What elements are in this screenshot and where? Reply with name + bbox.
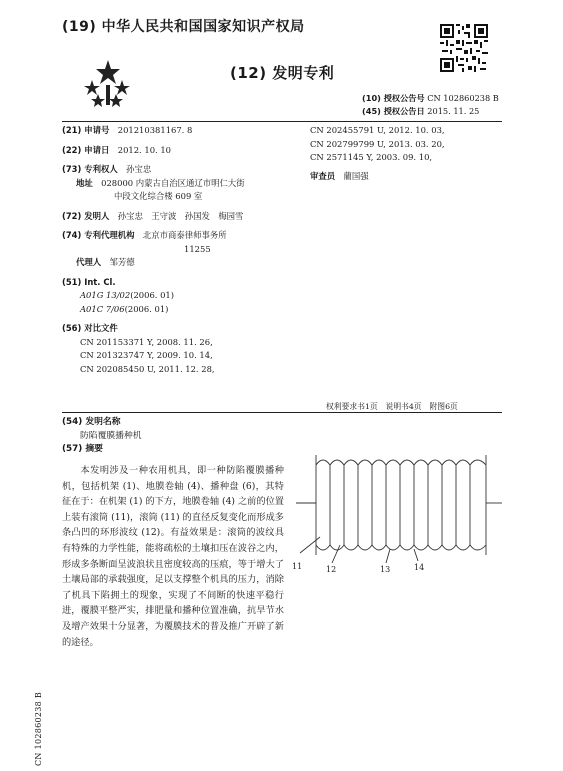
leader-line-12 [332, 545, 340, 563]
agency-row [62, 229, 302, 243]
examiner-row [310, 170, 505, 184]
grant-number-label: (10) 授权公告号 [362, 93, 425, 103]
biblio-right [310, 124, 505, 183]
application-date-row [62, 144, 302, 158]
address-line-1: 028000 内蒙古自治区通辽市明仁大街 [101, 177, 245, 188]
address-line-2: 中段文化综合楼 609 室 [114, 191, 203, 201]
intcl-item [62, 289, 302, 303]
title-label-text: (54) 发明名称 [62, 417, 121, 427]
leader-line-14 [414, 549, 418, 561]
figure-label: 11 [292, 562, 303, 571]
document-type: (12) 发明专利 [230, 64, 335, 82]
reference-item: CN 2571145 Y, 2003. 09. 10, [310, 152, 433, 162]
application-number-row [62, 124, 302, 138]
patentee-row [62, 163, 302, 177]
roller-top-waves [316, 460, 486, 465]
examiner-label: 审查员 [310, 170, 336, 181]
roller-bottom-waves [316, 545, 486, 550]
agency-name: 北京市商泰律师事务所 [142, 230, 227, 240]
agent-row [62, 256, 302, 270]
inventors-row [62, 210, 302, 224]
intcl-item [62, 303, 302, 317]
references-label [62, 322, 302, 336]
intcl-version: (2006. 01) [124, 303, 169, 314]
references-label-text: (56) 对比文件 [62, 323, 118, 333]
grant-number-row [362, 92, 499, 105]
application-date: 2012. 10. 10 [117, 144, 172, 155]
abstract-body [62, 463, 284, 650]
header-divider [62, 121, 502, 122]
application-date-label: (22) 申请日 [62, 144, 110, 155]
qr-code-icon [440, 24, 488, 72]
agent-label: 代理人 [76, 257, 102, 267]
sipo-logo-icon [82, 58, 134, 110]
reference-item: CN 201153371 Y, 2008. 11. 26, [80, 336, 213, 347]
inventors: 孙宝忠 王守波 孙国发 梅园雪 [117, 210, 244, 221]
figure-label: 14 [414, 563, 425, 572]
grant-date-row [362, 105, 499, 118]
agency-code: 11255 [184, 243, 211, 254]
patentee: 孙宝忠 [126, 164, 152, 174]
abstract-label-text: (57) 摘要 [62, 444, 103, 454]
section-divider [62, 412, 502, 413]
title-block [62, 416, 292, 457]
invention-title: 防陷覆膜播种机 [80, 430, 142, 441]
inventors-label: (72) 发明人 [62, 210, 110, 221]
reference-item: CN 202455791 U, 2012. 10. 03, [310, 125, 445, 135]
leader-line-13 [386, 549, 390, 563]
intcl-label-text: (51) Int. Cl. [62, 276, 116, 287]
biblio-left [62, 124, 302, 376]
application-number: 201210381167. 8 [117, 125, 193, 135]
grant-date-label: (45) 授权公告日 [362, 105, 425, 116]
roller-figure [290, 425, 505, 575]
abstract-label [62, 443, 292, 457]
office-name: (19) 中华人民共和国国家知识产权局 [62, 19, 305, 35]
address-label: 地址 [76, 177, 93, 188]
intcl-label [62, 276, 302, 290]
reference-item: CN 202799799 U, 2013. 03. 20, [310, 138, 445, 149]
page-counts: 权利要求书1页 说明书4页 附图6页 [326, 402, 458, 411]
abstract-text: 本发明涉及一种农用机具，即一种防陷覆膜播种机，包括机架 (1)、地膜卷轴 (4)、播种盘 (6)，其特征在于：在机架 (1) 的下方，地膜卷轴 (4) 之前的位置上装有滚筒 (11)，滚筒 (11) 的直径反复变化而形成多条凸凹的环形波纹 (12)。有益效果是：滚筒的波纹具有特殊的力学性能，能将疏松的土壤扣压在波谷之内，形成多条断面呈波浪状且密度较高的压痕，等于增大了土壤局部的承载强度，足以支撑整个机具的压力，消除了机具下陷拥土的现象，实现了不间断的快速平稳行进，覆膜平整严实，排肥量和播种位置准确，抗旱节水及增产效果十分显著，为覆膜技术的普及推广开辟了新的途径。 [62, 465, 284, 648]
agency-label: (74) 专利代理机构 [62, 230, 135, 240]
address-row [62, 177, 302, 191]
reference-item: CN 201323747 Y, 2009. 10. 14, [80, 350, 213, 360]
application-number-label: (21) 申请号 [62, 125, 110, 135]
leader-line-11 [300, 537, 320, 553]
figure-label: 13 [380, 565, 391, 574]
side-number-text: CN 102860238 B [34, 691, 43, 766]
agent: 邹芳德 [109, 257, 135, 267]
publication-block [362, 92, 499, 117]
intcl-version: (2006. 01) [130, 290, 175, 300]
side-publication-number [28, 648, 68, 768]
examiner: 藺国强 [343, 170, 369, 181]
intcl-code: A01C 7/06 [80, 303, 125, 314]
grant-number: CN 102860238 B [427, 93, 499, 103]
patentee-label: (73) 专利权人 [62, 164, 118, 174]
intcl-code: A01G 13/02 [80, 290, 131, 300]
figure-label: 12 [326, 565, 337, 574]
grant-date: 2015. 11. 25 [427, 105, 480, 116]
title-label [62, 416, 292, 430]
reference-item: CN 202085450 U, 2011. 12. 28, [80, 363, 215, 374]
